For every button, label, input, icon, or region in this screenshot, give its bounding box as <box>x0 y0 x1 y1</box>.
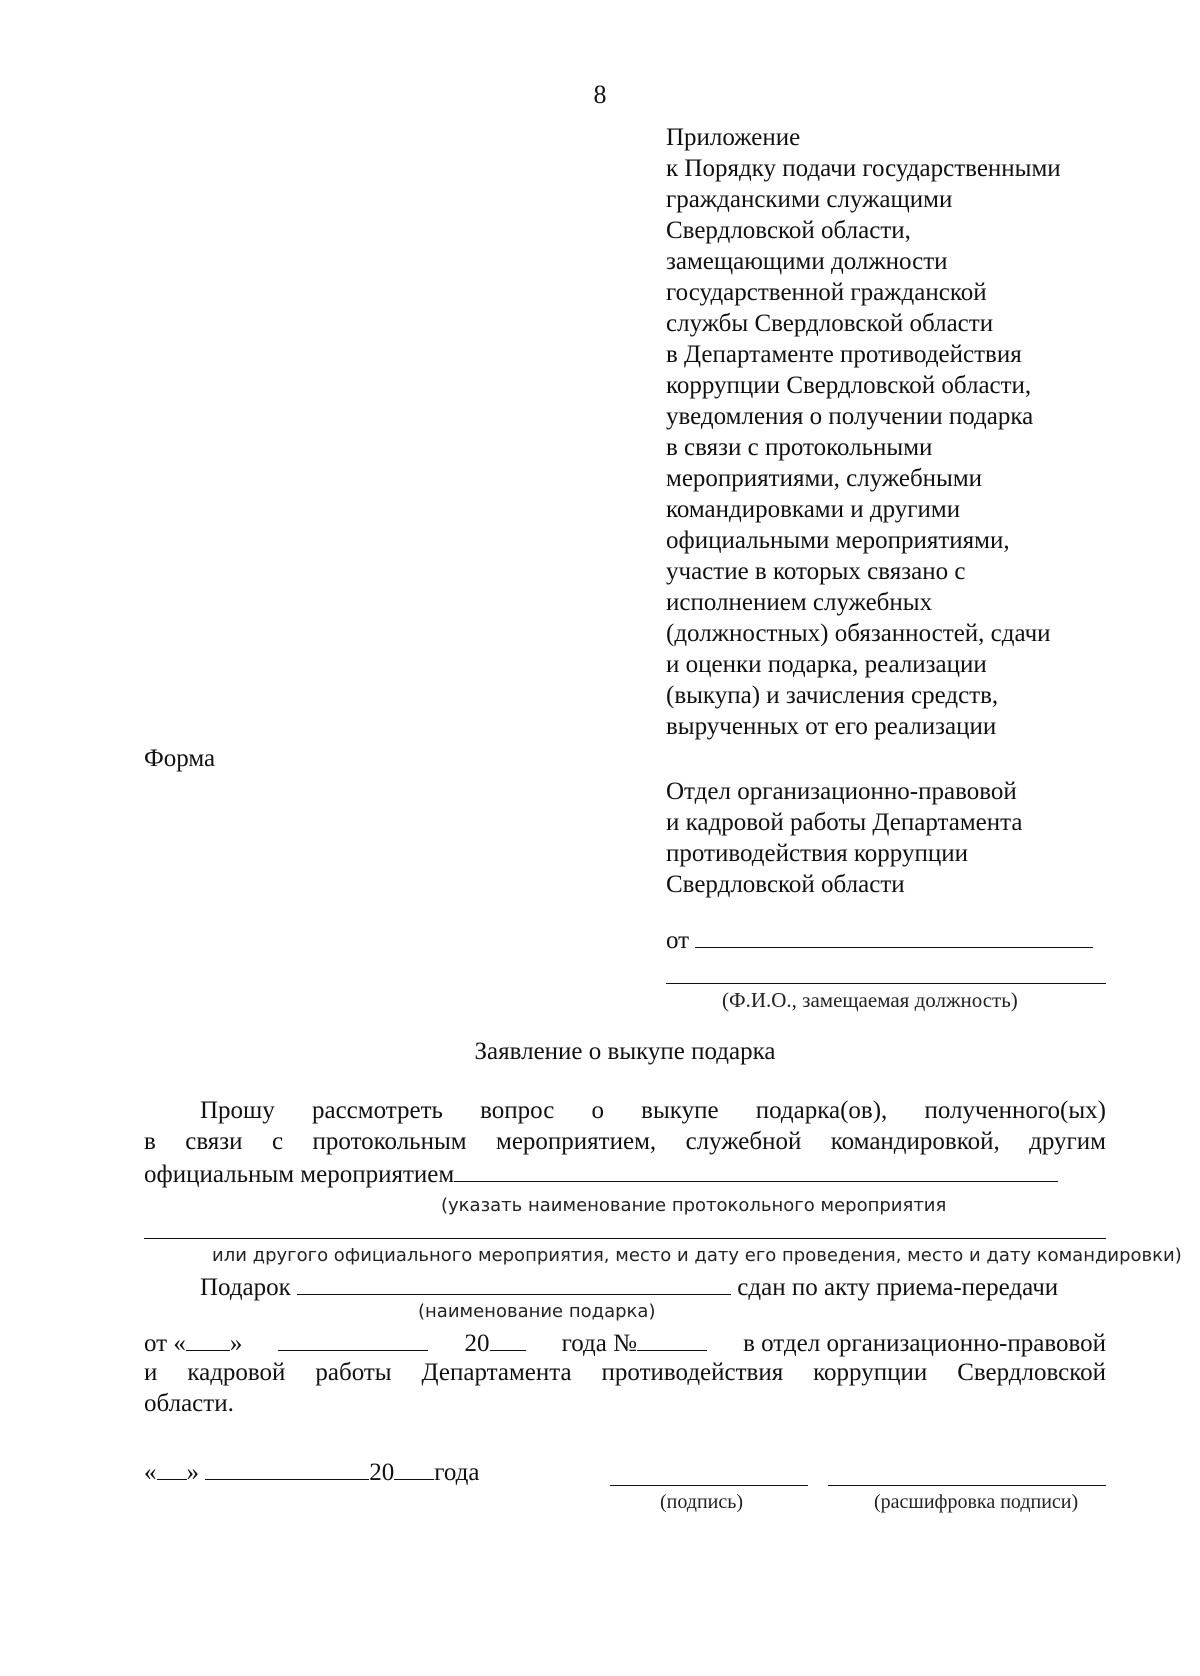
appendix-line: Приложение <box>666 124 801 151</box>
from-field <box>666 925 1093 955</box>
sign-day-blank[interactable] <box>157 1457 187 1480</box>
signature-blank[interactable] <box>610 1485 808 1486</box>
recipient-line: Отдел организационно-правовой <box>666 778 1017 805</box>
act-number-blank[interactable] <box>637 1328 707 1351</box>
appendix-line: службы Свердловской области <box>666 310 994 337</box>
gift-caption: (наименование подарка) <box>418 1301 656 1322</box>
appendix-line: мероприятиями, служебными <box>666 465 983 492</box>
appendix-line: в Департаменте противодействия <box>666 341 1022 368</box>
document-title: Заявление о выкупе подарка <box>474 1038 776 1065</box>
appendix-line: коррупции Свердловской области, <box>666 372 1032 399</box>
dept-tail: в отдел организационно-правовой <box>743 1330 1106 1357</box>
position-blank[interactable] <box>666 983 1106 984</box>
from-name-blank[interactable] <box>695 925 1093 948</box>
recipient-line: Свердловской области <box>666 871 905 898</box>
appendix-line: к Порядку подачи государственными <box>666 155 1061 182</box>
act-date-line <box>144 1328 1106 1358</box>
gift-tail: сдан по акту приема-передачи <box>737 1274 1059 1301</box>
appendix-line: участие в которых связано с <box>666 558 966 585</box>
appendix-line: уведомления о получении подарка <box>666 403 1034 430</box>
appendix-line: Свердловской области, <box>666 217 911 244</box>
from-caption: (Ф.И.О., замещаемая должность) <box>722 988 1018 1012</box>
event-blank[interactable] <box>454 1159 1058 1182</box>
appendix-line: исполнением служебных <box>666 589 933 616</box>
body-line <box>144 1159 1058 1189</box>
appendix-line: в связи с протокольными <box>666 434 933 461</box>
appendix-line: (должностных) обязанностей, сдачи <box>666 620 1051 647</box>
act-number-group <box>562 1328 707 1358</box>
from-close-label: » <box>229 1330 243 1357</box>
appendix-line: вырученных от его реализации <box>666 713 997 740</box>
from-label: от <box>666 927 690 954</box>
appendix-header <box>666 122 1186 742</box>
body-line: и кадровой работы Департамента противодействия коррупции Свердловской <box>144 1359 1106 1386</box>
sign-year-blank[interactable] <box>394 1457 434 1480</box>
event-label: официальным мероприятием <box>144 1161 455 1188</box>
sign-month-blank[interactable] <box>205 1457 369 1480</box>
gift-label: Подарок <box>200 1274 291 1301</box>
signature-decode-blank[interactable] <box>828 1485 1106 1486</box>
appendix-line: замещающими должности <box>666 248 948 275</box>
body-line: области. <box>144 1390 234 1417</box>
signature-decode-caption: (расшифровка подписи) <box>874 1491 1079 1513</box>
gift-name-blank[interactable] <box>297 1272 731 1295</box>
act-month-blank[interactable] <box>278 1328 428 1351</box>
sign-year-prefix: 20 <box>369 1459 395 1486</box>
act-date-group <box>144 1328 242 1358</box>
from-open-label: от « <box>144 1330 186 1357</box>
appendix-line: гражданскими служащими <box>666 186 953 213</box>
sign-year-word: года <box>434 1459 480 1486</box>
page-number: 8 <box>593 80 607 109</box>
appendix-line: командировками и другими <box>666 496 961 523</box>
signature-date <box>144 1457 479 1487</box>
recipient-line: и кадровой работы Департамента <box>666 809 1023 836</box>
recipient-line: противодействия коррупции <box>666 840 968 867</box>
body-line: в связи с протокольным мероприятием, служебной командировкой, другим <box>144 1128 1106 1155</box>
appendix-line: официальными мероприятиями, <box>666 527 1010 554</box>
gift-line <box>200 1272 1058 1302</box>
event-details-blank[interactable] <box>144 1238 1106 1239</box>
year-prefix: 20 <box>464 1330 490 1357</box>
act-day-blank[interactable] <box>186 1328 230 1351</box>
appendix-line: и оценки подарка, реализации <box>666 651 987 678</box>
act-year-group <box>465 1328 526 1358</box>
form-label: Форма <box>144 745 216 772</box>
quote-open: « <box>144 1459 157 1486</box>
signature-caption: (подпись) <box>660 1491 744 1513</box>
recipient-block <box>666 776 1186 900</box>
year-word: года № <box>561 1330 637 1357</box>
act-year-blank[interactable] <box>490 1328 526 1351</box>
body-line: Прошу рассмотреть вопрос о выкупе подарка(ов), полученного(ых) <box>200 1097 1106 1124</box>
event-details-caption: или другого официального мероприятия, место и дату его проведения, место и дату командировки) <box>212 1245 1182 1266</box>
appendix-line: государственной гражданской <box>666 279 987 306</box>
quote-close: » <box>186 1459 199 1486</box>
appendix-line: (выкупа) и зачисления средств, <box>666 682 999 709</box>
event-caption: (указать наименование протокольного мероприятия <box>441 1195 947 1216</box>
